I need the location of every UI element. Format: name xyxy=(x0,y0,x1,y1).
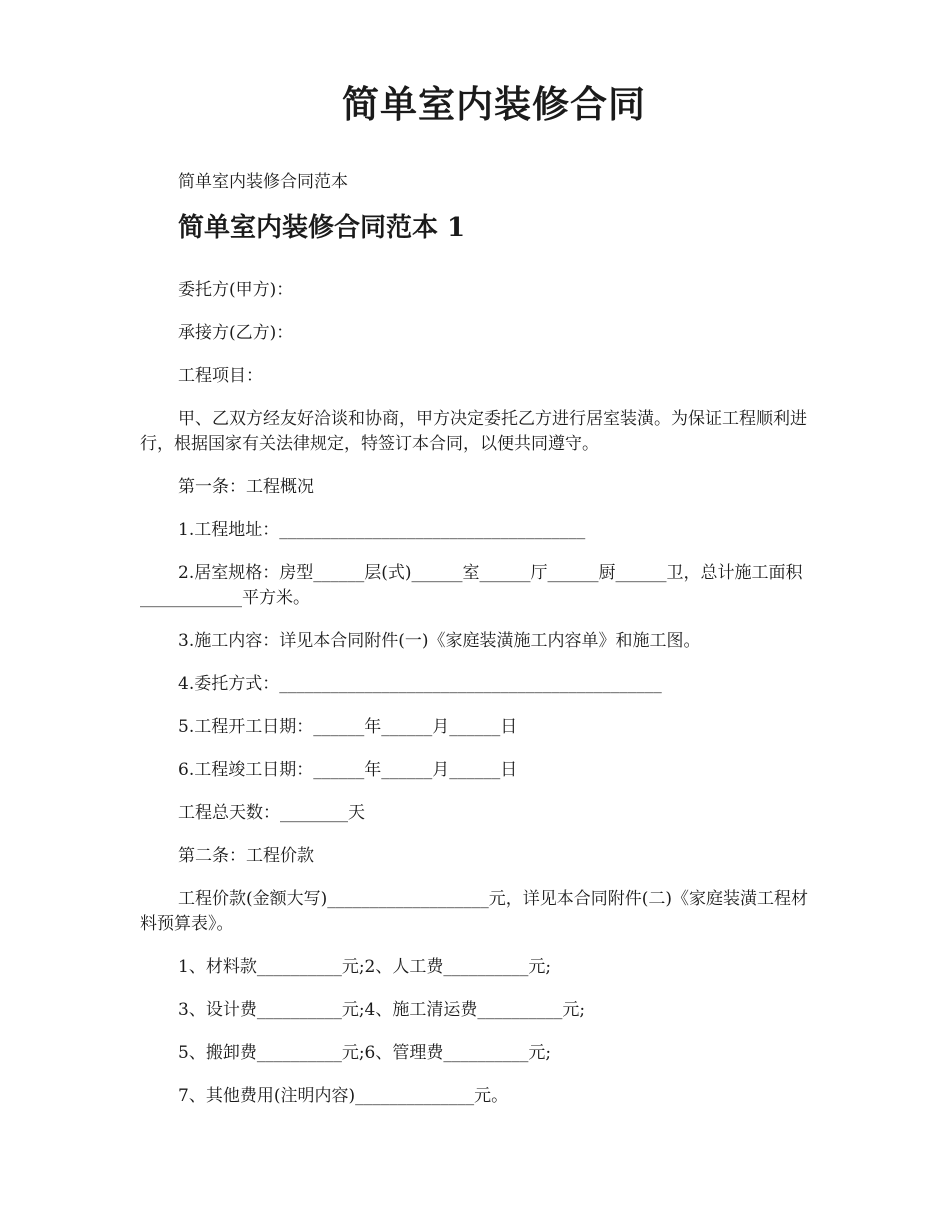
party-a-line: 委托方(甲方)： xyxy=(178,280,294,300)
cost-line-1: 1、材料款__________元;2、人工费__________元; xyxy=(178,957,552,977)
cost-line-2: 3、设计费__________元;4、施工清运费__________元; xyxy=(178,1000,586,1020)
cost-line-4: 7、其他费用(注明内容)______________元。 xyxy=(178,1086,509,1106)
article-1-heading: 第一条：工程概况 xyxy=(178,477,314,497)
preamble-paragraph: 甲、乙双方经友好洽谈和协商，甲方决定委托乙方进行居室装潢。为保证工程顺利进行，根据国家有关法律规定，特签订本合同，以便共同遵守。 xyxy=(140,409,807,454)
total-days-line: 工程总天数：________天 xyxy=(178,803,365,823)
document-title: 简单室内装修合同 xyxy=(342,82,646,126)
commission-method-line: 4.委托方式：_____________________________________________ xyxy=(178,674,662,694)
document-subtitle: 简单室内装修合同范本 xyxy=(178,172,348,192)
party-b-line: 承接方(乙方)： xyxy=(178,323,294,343)
project-line: 工程项目： xyxy=(178,366,263,386)
start-date-line: 5.工程开工日期：______年______月______日 xyxy=(178,717,518,737)
section-heading: 简单室内装修合同范本 1 xyxy=(178,213,466,243)
project-address-line: 1.工程地址：____________________________________ xyxy=(178,520,586,540)
article-2-heading: 第二条：工程价款 xyxy=(178,846,314,866)
completion-date-line: 6.工程竣工日期：______年______月______日 xyxy=(178,760,518,780)
room-spec-paragraph: 2.居室规格：房型______层(式)______室______厅______厨______卫，总计施工面积____________平方米。 xyxy=(140,563,803,608)
cost-line-3: 5、搬卸费__________元;6、管理费__________元; xyxy=(178,1043,552,1063)
work-content-line: 3.施工内容：详见本合同附件(一)《家庭装潢施工内容单》和施工图。 xyxy=(178,631,701,651)
project-price-paragraph: 工程价款(金额大写)___________________元，详见本合同附件(二)《家庭装潢工程材料预算表》。 xyxy=(140,889,809,934)
contract-body xyxy=(140,278,820,1127)
